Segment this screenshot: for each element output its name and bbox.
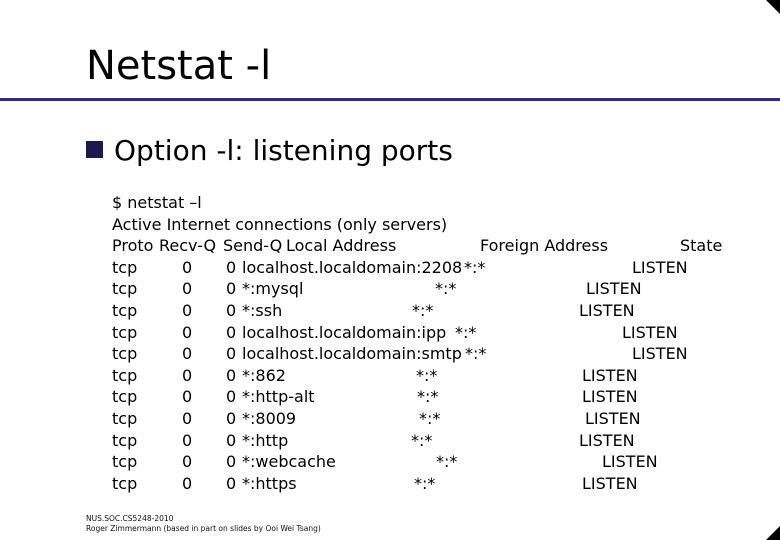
cell-recvq: 0 [182, 387, 193, 407]
table-row [112, 301, 732, 321]
cell-foreign-address: *:* [435, 279, 457, 299]
cell-local-address: *:http [242, 430, 289, 450]
cell-state: LISTEN [602, 452, 658, 472]
header-local-address: Local Address [286, 236, 397, 256]
cell-state: LISTEN [632, 344, 688, 364]
table-row [112, 366, 732, 386]
cell-sendq: 0 [226, 365, 237, 385]
cell-local-address: *:ssh [242, 301, 283, 320]
cell-sendq: 0 [226, 344, 237, 364]
cell-sendq: 0 [226, 452, 237, 472]
cell-sendq: 0 [226, 473, 237, 493]
cell-proto: tcp [112, 344, 138, 364]
cell-proto: tcp [112, 430, 138, 450]
cell-recvq: 0 [182, 301, 193, 320]
cell-foreign-address: *:* [412, 301, 434, 320]
command-line: $ netstat –l [112, 193, 202, 212]
cell-sendq: 0 [226, 430, 237, 450]
cell-local-address: localhost.localdomain:ipp [242, 322, 447, 342]
slide-title: Netstat -l [86, 43, 272, 89]
cell-recvq: 0 [182, 409, 193, 428]
cell-state: LISTEN [586, 279, 642, 299]
cell-recvq: 0 [182, 257, 193, 277]
footer [86, 514, 321, 534]
cell-local-address: *:http-alt [242, 387, 315, 407]
cell-proto: tcp [112, 301, 138, 320]
cell-state: LISTEN [632, 257, 688, 277]
cell-local-address: localhost.localdomain:2208 [242, 257, 463, 277]
table-row [112, 323, 732, 343]
cell-recvq: 0 [182, 365, 193, 385]
cell-foreign-address: *:* [465, 344, 487, 364]
cell-local-address: *:8009 [242, 409, 297, 428]
cell-recvq: 0 [182, 344, 193, 364]
table-row [112, 344, 732, 364]
cell-sendq: 0 [226, 301, 237, 320]
table-row [112, 387, 732, 407]
table-row [112, 431, 732, 451]
cell-proto: tcp [112, 409, 138, 428]
cell-foreign-address: *:* [417, 387, 439, 407]
cell-foreign-address: *:* [411, 430, 433, 450]
column-header-row [112, 236, 732, 256]
cell-recvq: 0 [182, 279, 193, 299]
cell-sendq: 0 [226, 409, 237, 428]
cell-foreign-address: *:* [416, 365, 438, 385]
header-recvq: Recv-Q [159, 236, 217, 256]
cell-local-address: *:862 [242, 365, 286, 385]
title-divider [0, 98, 780, 101]
cell-local-address: *:https [242, 473, 297, 493]
table-row [112, 452, 732, 472]
table-row [112, 279, 732, 299]
corner-decoration-bottom [766, 526, 780, 540]
cell-state: LISTEN [579, 430, 635, 450]
cell-recvq: 0 [182, 452, 193, 472]
cell-proto: tcp [112, 387, 138, 407]
cell-local-address: *:webcache [242, 452, 336, 472]
cell-state: LISTEN [582, 387, 638, 407]
footer-author: Roger Zimmermann (based in part on slides by Ooi Wei Tsang) [86, 524, 321, 533]
cell-sendq: 0 [226, 322, 237, 342]
output-subheader: Active Internet connections (only servers) [112, 214, 448, 234]
cell-local-address: localhost.localdomain:smtp [242, 344, 462, 364]
header-foreign-address: Foreign Address [480, 236, 609, 256]
cell-proto: tcp [112, 365, 138, 385]
cell-state: LISTEN [622, 322, 678, 342]
cell-proto: tcp [112, 452, 138, 472]
cell-foreign-address: *:* [455, 322, 477, 342]
table-row [112, 409, 732, 429]
cell-proto: tcp [112, 473, 138, 493]
bullet-text: Option -l: listening ports [114, 134, 453, 167]
corner-decoration-top [766, 0, 780, 14]
cell-proto: tcp [112, 257, 138, 277]
cell-proto: tcp [112, 279, 138, 299]
cell-state: LISTEN [579, 301, 635, 320]
footer-course: NUS.SOC.CS5248-2010 [86, 514, 174, 523]
table-row [112, 474, 732, 494]
header-sendq: Send-Q [223, 236, 283, 256]
cell-recvq: 0 [182, 322, 193, 342]
cell-sendq: 0 [226, 387, 237, 407]
cell-state: LISTEN [582, 473, 638, 493]
header-state: State [680, 236, 723, 256]
cell-recvq: 0 [182, 473, 193, 493]
cell-recvq: 0 [182, 430, 193, 450]
cell-foreign-address: *:* [419, 409, 441, 428]
cell-foreign-address: *:* [464, 257, 486, 277]
cell-sendq: 0 [226, 279, 237, 299]
table-row [112, 258, 732, 278]
cell-local-address: *:mysql [242, 279, 304, 299]
header-proto: Proto [112, 236, 154, 256]
cell-foreign-address: *:* [436, 452, 458, 472]
cell-state: LISTEN [585, 409, 641, 428]
cell-state: LISTEN [582, 365, 638, 385]
square-bullet-icon [86, 141, 103, 158]
cell-foreign-address: *:* [414, 473, 436, 493]
cell-proto: tcp [112, 322, 138, 342]
cell-sendq: 0 [226, 257, 237, 277]
